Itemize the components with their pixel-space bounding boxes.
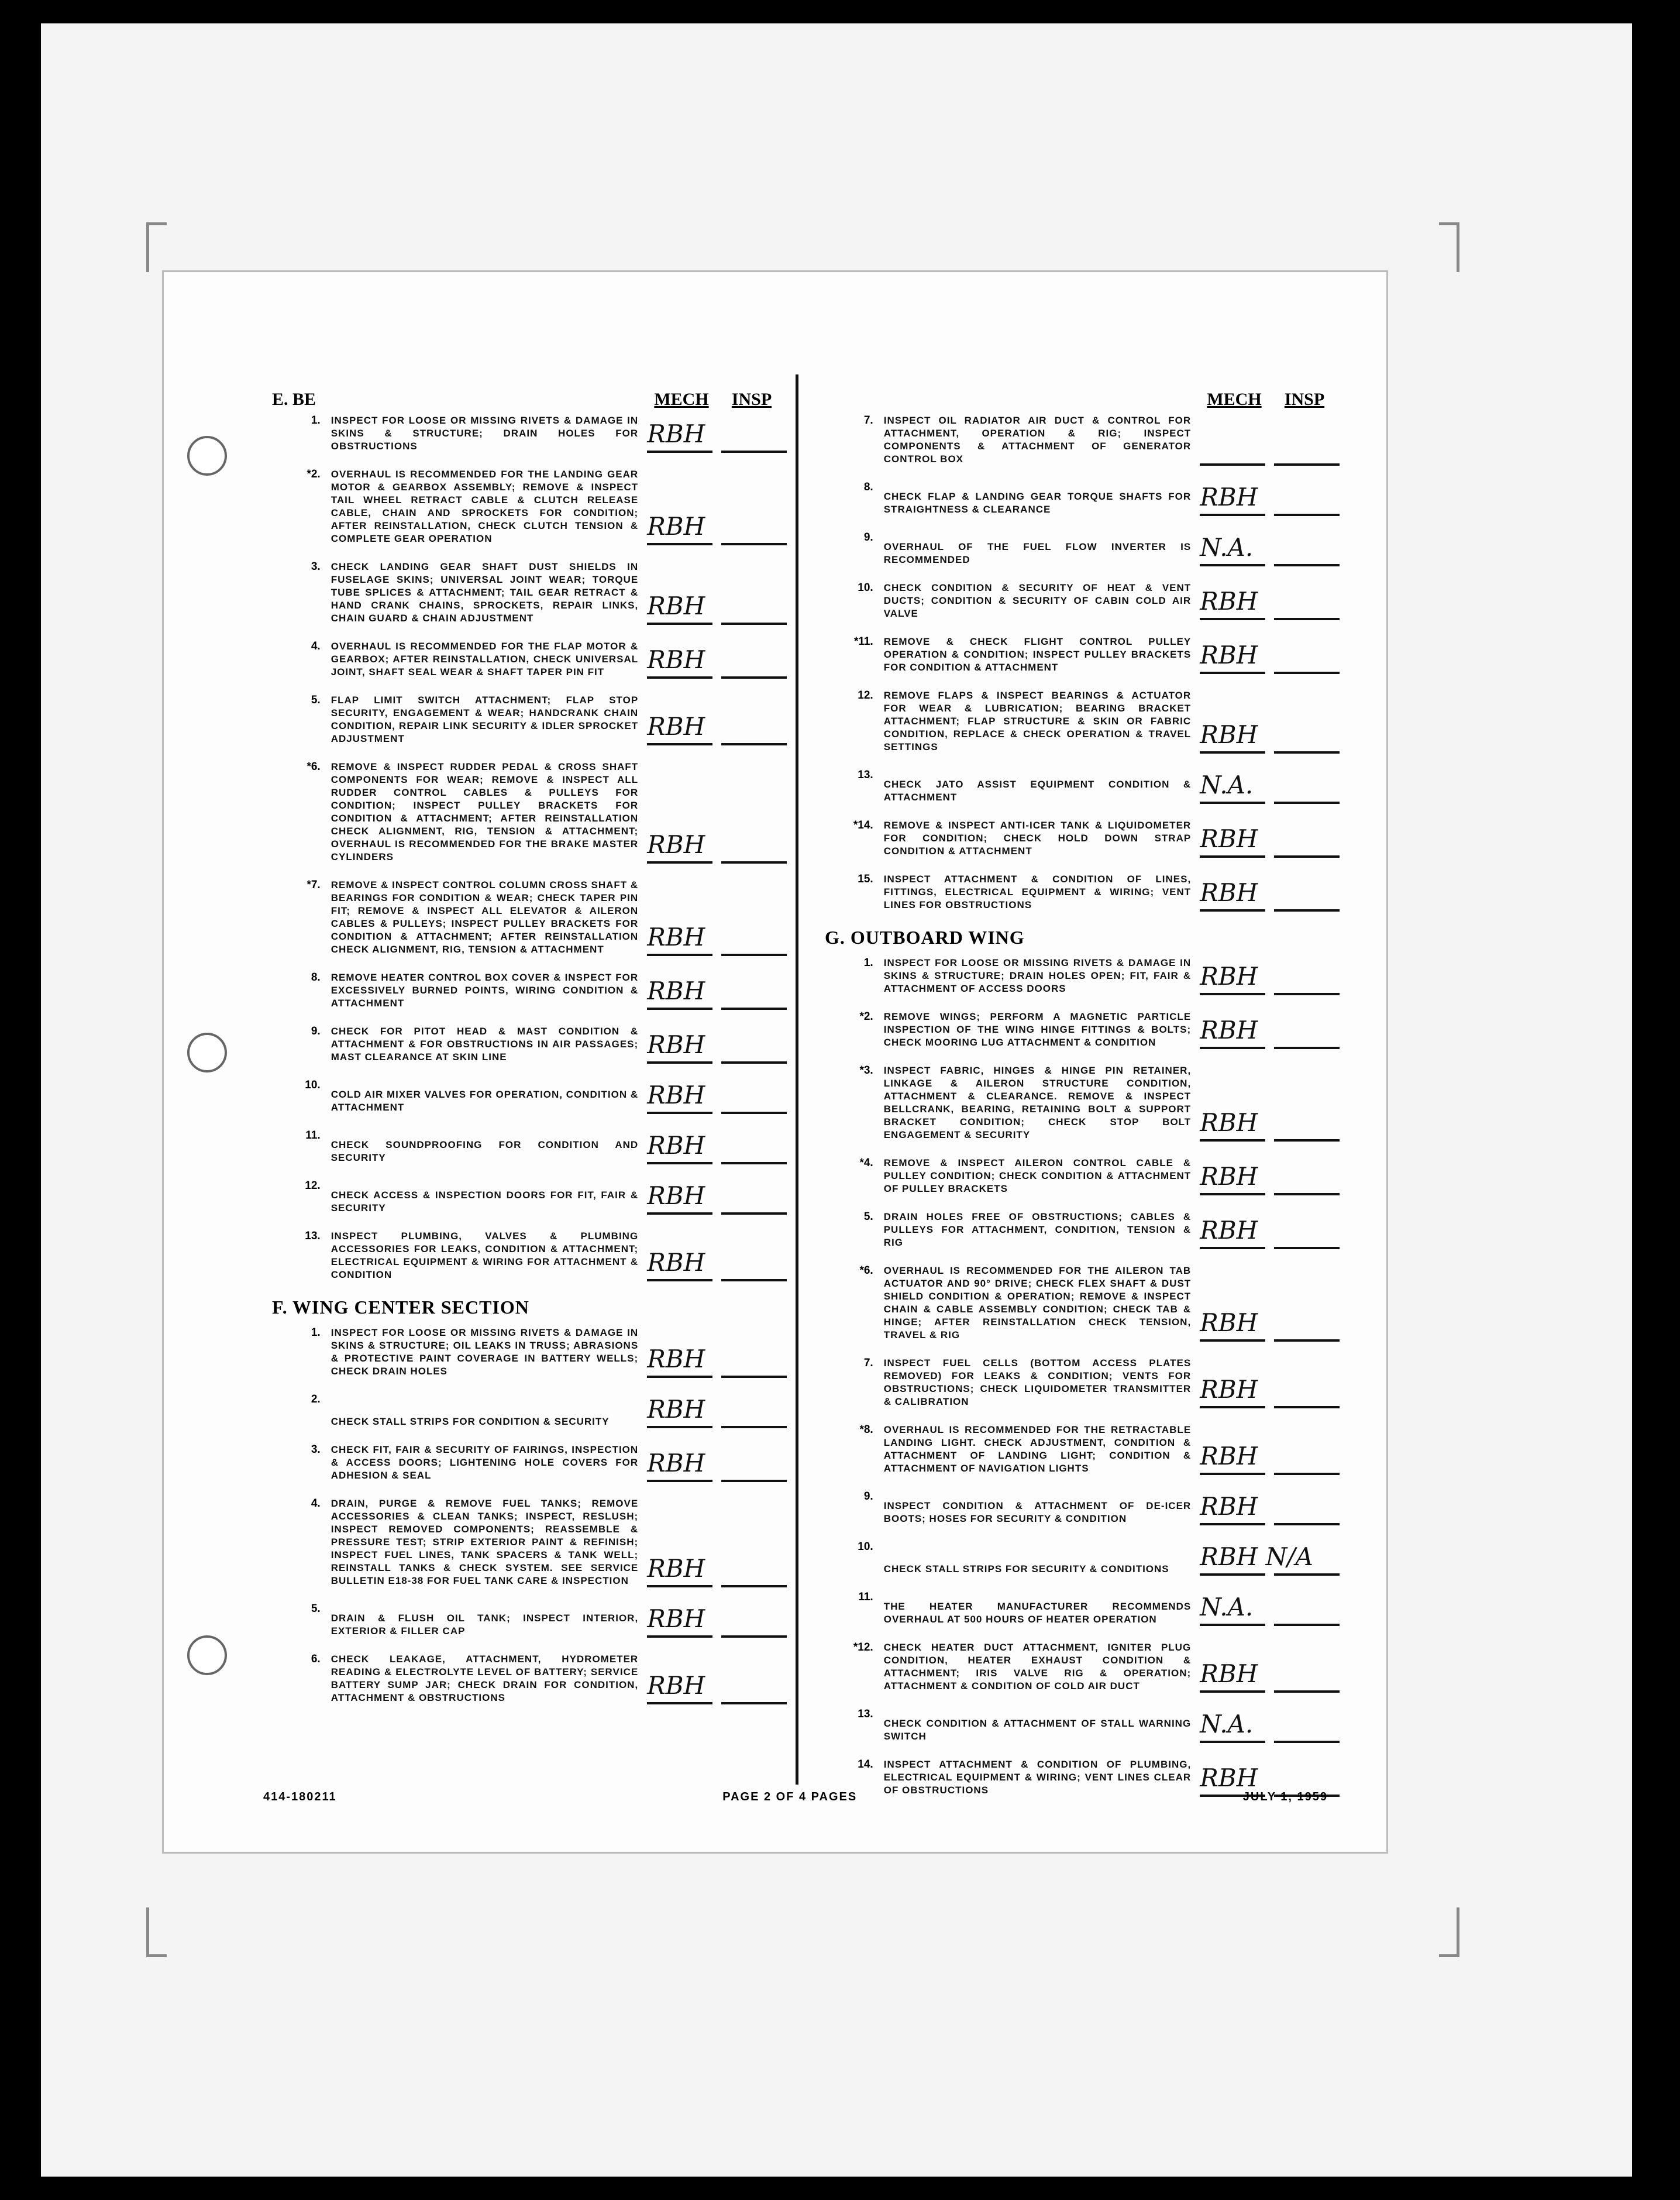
mech-signoff-field[interactable]: [1200, 769, 1265, 804]
checklist-item: [825, 635, 1340, 674]
mech-initials: RBH: [1200, 1162, 1258, 1191]
item-text: CHECK SOUNDPROOFING FOR CONDITION AND SECURITY: [331, 1139, 639, 1163]
mech-signoff-field[interactable]: [647, 710, 712, 745]
mech-initials: RBH: [647, 1181, 705, 1210]
mech-initials: RBH: [1200, 1216, 1258, 1245]
mech-initials: N.A.: [1200, 1710, 1254, 1738]
checklist-item: [272, 414, 787, 453]
checklist-item: [825, 481, 1340, 516]
mech-initials: RBH: [1200, 824, 1258, 853]
mech-header: MECH: [654, 390, 709, 409]
checklist-item: [272, 1653, 787, 1704]
insp-signoff-field[interactable]: [721, 1393, 787, 1428]
mech-signoff-field[interactable]: [1200, 1440, 1265, 1475]
mech-signoff-field[interactable]: [647, 644, 712, 679]
mech-initials: N.A.: [1200, 771, 1254, 799]
insp-signoff-field[interactable]: [721, 829, 787, 864]
insp-signoff-field[interactable]: [721, 590, 787, 625]
item-number: *12.: [853, 1641, 873, 1654]
item-number: 7.: [863, 414, 873, 427]
insp-signoff-field[interactable]: [1274, 1541, 1340, 1576]
item-text: INSPECT FOR LOOSE OR MISSING RIVETS & DAMAGE IN SKINS & STRUCTURE; OIL LEAKS IN TRUSS; ABRASIONS & PROTECTIVE PAINT COVERAGE IN BATTERY WELLS; CHECK DRAIN HOLES: [331, 1327, 639, 1377]
checklist-item: [825, 1541, 1340, 1576]
mech-signoff-field[interactable]: [1200, 1373, 1265, 1408]
mech-signoff-field[interactable]: [1200, 639, 1265, 674]
mech-signoff-field[interactable]: [1200, 1160, 1265, 1195]
mech-initials: RBH: [647, 977, 705, 1005]
insp-signoff-field[interactable]: [1274, 1658, 1340, 1693]
insp-signoff-field[interactable]: [721, 1669, 787, 1704]
crop-mark-bottom-right: [1439, 1907, 1459, 1957]
mech-initials: RBH: [647, 1081, 705, 1109]
checklist-item: [825, 1708, 1340, 1743]
insp-signoff-field[interactable]: [721, 1180, 787, 1215]
mech-signoff-field[interactable]: [1200, 876, 1265, 912]
mech-signoff-field[interactable]: [647, 1447, 712, 1482]
insp-signoff-field[interactable]: [1274, 876, 1340, 912]
checklist-item: [825, 1264, 1340, 1342]
left-column: [272, 386, 787, 1720]
item-text: COLD AIR MIXER VALVES FOR OPERATION, CONDITION & ATTACHMENT: [331, 1089, 639, 1113]
binder-hole: [187, 436, 227, 476]
scan-background: [41, 23, 1632, 2177]
item-number: 9.: [863, 1490, 873, 1503]
item-number: 10.: [305, 1079, 321, 1091]
checklist-item: [272, 694, 787, 745]
mech-signoff-field[interactable]: [1200, 531, 1265, 566]
mech-initials: RBH: [647, 1554, 705, 1583]
mech-initials: RBH: [1200, 1659, 1258, 1688]
checklist-item: [272, 1326, 787, 1378]
item-text: INSPECT FOR LOOSE OR MISSING RIVETS & DAMAGE IN SKINS & STRUCTURE; DRAIN HOLES OPEN; FIT, FAIR & ATTACHMENT OF ACCESS DOORS: [883, 957, 1192, 994]
insp-signoff-field[interactable]: [1274, 1591, 1340, 1626]
insp-signoff-field[interactable]: [721, 1447, 787, 1482]
checklist-item: [272, 1129, 787, 1164]
item-text: REMOVE & INSPECT CONTROL COLUMN CROSS SHAFT & BEARINGS FOR CONDITION & WEAR; CHECK TAPER PIN FIT; REMOVE & INSPECT ALL ELEVATOR & AILERON CABLES & PULLEYS; INSPECT PULLEY BRACKETS FOR CONDITION & ATTACHMENT; AFTER REINSTALLATION CHECK ALIGNMENT, RIG, TENSION & ATTACHMENT: [331, 879, 639, 955]
mech-initials: RBH: [647, 1345, 705, 1373]
mech-signoff-field[interactable]: [1200, 1014, 1265, 1049]
mech-initials: RBH: [1200, 1375, 1258, 1404]
insp-signoff-field[interactable]: [1274, 1373, 1340, 1408]
item-number: *6.: [307, 761, 321, 773]
mech-signoff-field[interactable]: [647, 1180, 712, 1215]
insp-signoff-field[interactable]: [1274, 1214, 1340, 1249]
item-text: CHECK LEAKAGE, ATTACHMENT, HYDROMETER READING & ELECTROLYTE LEVEL OF BATTERY; SERVICE BATTERY SUMP JAR; CHECK DRAIN FOR CONDITION, ATTACHMENT & OBSTRUCTIONS: [331, 1654, 639, 1703]
insp-signoff-field[interactable]: [721, 1129, 787, 1164]
checklist-item: [825, 531, 1340, 566]
mech-initials: RBH: [647, 1131, 705, 1160]
item-text: CHECK CONDITION & ATTACHMENT OF STALL WARNING SWITCH: [883, 1718, 1192, 1742]
checklist-item: [825, 1211, 1340, 1249]
item-text: INSPECT FUEL CELLS (BOTTOM ACCESS PLATES REMOVED) FOR LEAKS & CONDITION; VENTS FOR OBSTRUCTIONS; CHECK LIQUIDOMETER TRANSMITTER & CALIBRATION: [883, 1357, 1192, 1407]
item-number: 5.: [311, 1603, 321, 1615]
insp-signoff-field[interactable]: [721, 975, 787, 1010]
insp-signoff-field[interactable]: [721, 710, 787, 745]
document-number: 414-180211: [263, 1790, 337, 1803]
item-text: INSPECT ATTACHMENT & CONDITION OF LINES, FITTINGS, ELECTRICAL EQUIPMENT & WIRING; VENT LINES FOR OBSTRUCTIONS: [883, 874, 1192, 910]
checklist-item: [825, 414, 1340, 466]
mech-signoff-field[interactable]: [647, 1669, 712, 1704]
section-e-list: [272, 414, 787, 1281]
column-divider: [796, 374, 798, 1785]
item-text: REMOVE FLAPS & INSPECT BEARINGS & ACTUATOR FOR WEAR & LUBRICATION; BEARING BRACKET ATTACHMENT; FLAP STRUCTURE & SKIN OR FABRIC CONDITION, REPLACE & CHECK OPERATION & TRAVEL SETTINGS: [883, 690, 1192, 752]
mech-initials: RBH: [647, 592, 705, 620]
item-number: 1.: [311, 414, 321, 427]
item-number: 2.: [311, 1393, 321, 1405]
mech-signoff-field[interactable]: [647, 1603, 712, 1638]
item-text: INSPECT CONDITION & ATTACHMENT OF DE-ICER BOOTS; HOSES FOR SECURITY & CONDITION: [883, 1500, 1192, 1524]
item-number: 15.: [858, 873, 873, 885]
mech-signoff-field[interactable]: [1200, 719, 1265, 754]
insp-signoff-field[interactable]: [721, 1029, 787, 1064]
item-text: INSPECT OIL RADIATOR AIR DUCT & CONTROL FOR ATTACHMENT, OPERATION & RIG; INSPECT COMPONENTS & ATTACHMENT OF GENERATOR CONTROL BOX: [883, 415, 1192, 465]
mech-initials: RBH: [1200, 587, 1258, 616]
insp-signoff-field[interactable]: [721, 644, 787, 679]
mech-signoff-field[interactable]: [647, 829, 712, 864]
item-number: 9.: [311, 1025, 321, 1037]
item-number: 5.: [863, 1211, 873, 1223]
item-text: CHECK HEATER DUCT ATTACHMENT, IGNITER PLUG CONDITION, HEATER EXHAUST CONDITION & ATTACHMENT; IRIS VALVE RIG & OPERATION; ATTACHMENT & CONDITION OF COLD AIR DUCT: [883, 1642, 1192, 1692]
insp-signoff-field[interactable]: [1274, 769, 1340, 804]
section-g-title: G. OUTBOARD WING: [825, 927, 1025, 948]
item-text: DRAIN HOLES FREE OF OBSTRUCTIONS; CABLES & PULLEYS FOR ATTACHMENT, CONDITION, TENSION & RIG: [883, 1211, 1192, 1248]
checklist-page: [164, 272, 1386, 1852]
binder-hole: [187, 1635, 227, 1675]
checklist-item: [825, 1157, 1340, 1195]
insp-signoff-field[interactable]: [1274, 960, 1340, 995]
mech-initials: RBH: [647, 1671, 705, 1700]
mech-initials: RBH: [1200, 1308, 1258, 1337]
crop-mark-top-right: [1439, 222, 1459, 272]
item-number: *11.: [853, 635, 873, 648]
mech-signoff-field[interactable]: [647, 1552, 712, 1587]
mech-initials: RBH: [647, 1449, 705, 1477]
item-number: 12.: [305, 1180, 321, 1192]
checklist-item: [272, 1443, 787, 1482]
page-number: PAGE 2 OF 4 PAGES: [722, 1790, 858, 1803]
insp-signoff-field[interactable]: [1274, 1014, 1340, 1049]
insp-signoff-field[interactable]: [1274, 1708, 1340, 1743]
item-number: *3.: [859, 1064, 873, 1077]
crop-mark-top-left: [146, 222, 167, 272]
mech-initials: N.A.: [1200, 1593, 1254, 1621]
insp-signoff-field[interactable]: [1274, 481, 1340, 516]
insp-signoff-field[interactable]: [721, 1552, 787, 1587]
item-text: OVERHAUL IS RECOMMENDED FOR THE FLAP MOTOR & GEARBOX; AFTER REINSTALLATION, CHECK UNIVERSAL JOINT, SHAFT SEAL WEAR & SHAFT TAPER PIN FIT: [331, 641, 639, 678]
insp-signoff-field[interactable]: [1274, 1106, 1340, 1142]
item-text: CHECK STALL STRIPS FOR SECURITY & CONDITIONS: [883, 1563, 1169, 1575]
item-text: REMOVE & INSPECT RUDDER PEDAL & CROSS SHAFT COMPONENTS FOR WEAR; REMOVE & INSPECT ALL RUDDER CONTROL CABLES & PULLEYS FOR CONDITION; INSPECT PULLEY BRACKETS FOR CONDITION & ATTACHMENT; AFTER REINSTALLATION CHECK ALIGNMENT, RIG, TENSION & ATTACHMENT; OVERHAUL IS RECOMMENDED FOR THE BRAKE MASTER CYLINDERS: [331, 761, 639, 862]
mech-signoff-field[interactable]: [647, 590, 712, 625]
mech-initials: RBH: [647, 830, 705, 859]
right-column: [825, 386, 1340, 1812]
insp-header: INSP: [1284, 390, 1325, 409]
checklist-item: [825, 1641, 1340, 1693]
mech-initials: N.A.: [1200, 533, 1254, 562]
item-text: CHECK STALL STRIPS FOR CONDITION & SECURITY: [331, 1416, 610, 1427]
crop-mark-bottom-left: [146, 1907, 167, 1957]
mech-initials: RBH: [647, 1395, 705, 1424]
item-text: OVERHAUL IS RECOMMENDED FOR THE AILERON TAB ACTUATOR AND 90° DRIVE; CHECK FLEX SHAFT & DUST SHIELD CONDITION & OPERATION; REMOVE & INSPECT CHAIN & CABLE ASSEMBLY CONDITION; CHECK TAB & HINGE; AFTER REINSTALLATION CHECK TENSION, TRAVEL & RIG: [883, 1265, 1192, 1340]
mech-signoff-field[interactable]: [1200, 1490, 1265, 1525]
checklist-item: [825, 1424, 1340, 1475]
mech-signoff-field[interactable]: [1200, 1708, 1265, 1743]
item-number: *2.: [307, 468, 321, 480]
mech-initials: RBH: [647, 923, 705, 951]
item-text: CHECK FIT, FAIR & SECURITY OF FAIRINGS, INSPECTION & ACCESS DOORS; LIGHTENING HOLE COVERS FOR ADHESION & SEAL: [331, 1444, 639, 1481]
binder-hole: [187, 1033, 227, 1072]
checklist-item: [825, 1010, 1340, 1049]
checklist-item: [272, 971, 787, 1010]
insp-signoff-field[interactable]: [721, 921, 787, 956]
mech-signoff-field[interactable]: [647, 1029, 712, 1064]
checklist-item: [825, 957, 1340, 995]
item-number: *14.: [853, 819, 873, 831]
checklist-item: [272, 468, 787, 545]
checklist-item: [272, 1393, 787, 1428]
insp-signoff-field[interactable]: [721, 510, 787, 545]
checklist-item: [272, 1497, 787, 1587]
mech-initials: RBH N/A: [1200, 1542, 1313, 1571]
mech-signoff-field[interactable]: [647, 921, 712, 956]
checklist-item: [272, 1180, 787, 1215]
insp-signoff-field[interactable]: [1274, 431, 1340, 466]
insp-signoff-field[interactable]: [1274, 1160, 1340, 1195]
insp-signoff-field[interactable]: [1274, 531, 1340, 566]
item-number: *6.: [859, 1264, 873, 1277]
item-text: INSPECT FOR LOOSE OR MISSING RIVETS & DAMAGE IN SKINS & STRUCTURE; DRAIN HOLES FOR OBSTRUCTIONS: [331, 415, 639, 452]
item-text: CHECK FOR PITOT HEAD & MAST CONDITION & ATTACHMENT & FOR OBSTRUCTIONS IN AIR PASSAGES; MAST CLEARANCE AT SKIN LINE: [331, 1026, 639, 1063]
insp-signoff-field[interactable]: [721, 1603, 787, 1638]
column-header: [272, 386, 787, 410]
section-g-list: [825, 957, 1340, 1797]
mech-initials: RBH: [1200, 1108, 1258, 1137]
item-number: *7.: [307, 879, 321, 891]
mech-signoff-field[interactable]: [647, 1129, 712, 1164]
mech-initials: RBH: [647, 1248, 705, 1277]
mech-signoff-field[interactable]: [1200, 823, 1265, 858]
item-text: DRAIN, PURGE & REMOVE FUEL TANKS; REMOVE ACCESSORIES & CLEAN TANKS; INSPECT, RESLUSH; INSPECT REMOVED COMPONENTS; REASSEMBLE & PRESSURE TEST; STRIP EXTERIOR PAINT & REFINISH; INSPECT FUEL LINES, TANK SPACERS & TANK WELL; REINSTALL TANKS & CHECK SYSTEM. SEE SERVICE BULLETIN E18-38 FOR FUEL TANK CARE & INSPECTION: [331, 1498, 639, 1586]
section-f-continued-list: [825, 414, 1340, 912]
mech-signoff-field[interactable]: [1200, 481, 1265, 516]
mech-initials: RBH: [1200, 962, 1258, 991]
item-number: 13.: [858, 1708, 873, 1720]
item-number: 11.: [305, 1129, 321, 1142]
checklist-item: [825, 819, 1340, 858]
item-number: 1.: [863, 957, 873, 969]
checklist-item: [825, 1591, 1340, 1626]
mech-signoff-field[interactable]: [1200, 1214, 1265, 1249]
insp-signoff-field[interactable]: [1274, 1490, 1340, 1525]
mech-initials: RBH: [647, 645, 705, 674]
checklist-item: [272, 1230, 787, 1281]
item-number: 13.: [305, 1230, 321, 1242]
mech-initials: RBH: [1200, 1492, 1258, 1521]
mech-initials: RBH: [1200, 641, 1258, 669]
insp-signoff-field[interactable]: [1274, 585, 1340, 620]
mech-initials: RBH: [1200, 1764, 1258, 1792]
mech-initials: RBH: [647, 512, 705, 541]
page-footer: [263, 1790, 1328, 1804]
item-number: 3.: [311, 1443, 321, 1456]
document-date: JULY 1, 1959: [1242, 1790, 1328, 1803]
insp-signoff-field[interactable]: [721, 1246, 787, 1281]
mech-signoff-field[interactable]: [647, 975, 712, 1010]
mech-signoff-field[interactable]: [647, 510, 712, 545]
checklist-item: [272, 640, 787, 679]
item-text: CHECK ACCESS & INSPECTION DOORS FOR FIT, FAIR & SECURITY: [331, 1190, 639, 1214]
item-text: DRAIN & FLUSH OIL TANK; INSPECT INTERIOR, EXTERIOR & FILLER CAP: [331, 1613, 639, 1637]
item-number: 9.: [863, 531, 873, 544]
item-number: 4.: [311, 640, 321, 652]
item-number: 5.: [311, 694, 321, 706]
item-text: CHECK LANDING GEAR SHAFT DUST SHIELDS IN FUSELAGE SKINS; UNIVERSAL JOINT WEAR; TORQUE TUBE SPLICES & ATTACHMENT; TAIL GEAR RETRACT & HAND CRANK CHAINS, SPROCKETS, REPAIR LINKS, CHAIN GUARD & CHAIN ADJUSTMENT: [331, 561, 639, 624]
item-number: 10.: [858, 582, 873, 594]
checklist-item: [825, 1357, 1340, 1408]
item-number: 13.: [858, 769, 873, 781]
section-e-title: E. BE: [272, 390, 316, 409]
checklist-item: [825, 1064, 1340, 1142]
checklist-item: [825, 689, 1340, 754]
insp-signoff-field[interactable]: [721, 418, 787, 453]
mech-signoff-field[interactable]: [647, 1393, 712, 1428]
mech-initials: RBH: [1200, 720, 1258, 749]
insp-signoff-field[interactable]: [1274, 719, 1340, 754]
mech-signoff-field[interactable]: [1200, 1541, 1313, 1576]
mech-signoff-field[interactable]: [647, 418, 712, 453]
item-text: THE HEATER MANUFACTURER RECOMMENDS OVERHAUL AT 500 HOURS OF HEATER OPERATION: [883, 1601, 1192, 1625]
insp-signoff-field[interactable]: [721, 1343, 787, 1378]
item-text: REMOVE & INSPECT AILERON CONTROL CABLE & PULLEY CONDITION; CHECK CONDITION & ATTACHMENT OF PULLEY BRACKETS: [883, 1157, 1192, 1194]
item-text: OVERHAUL IS RECOMMENDED FOR THE RETRACTABLE LANDING LIGHT. CHECK ADJUSTMENT, CONDITION & ATTACHMENT OF LANDING LIGHT; CONDITION & ATTACHMENT OF NAVIGATION LIGHTS: [883, 1424, 1192, 1474]
item-number: 14.: [858, 1758, 873, 1771]
mech-signoff-field[interactable]: [1200, 585, 1265, 620]
item-text: REMOVE & CHECK FLIGHT CONTROL PULLEY OPERATION & CONDITION; INSPECT PULLEY BRACKETS FOR CONDITION & ATTACHMENT: [883, 636, 1192, 673]
mech-signoff-field[interactable]: [1200, 1106, 1265, 1142]
item-number: 3.: [311, 561, 321, 573]
item-text: OVERHAUL IS RECOMMENDED FOR THE LANDING GEAR MOTOR & GEARBOX ASSEMBLY; REMOVE & INSPECT TAIL WHEEL RETRACT CABLE & CLUTCH RELEASE CABLE, CHAIN AND SPROCKETS FOR CONDITION; AFTER REINSTALLATION, CHECK CLUTCH TENSION & COMPLETE GEAR OPERATION: [331, 469, 639, 544]
mech-header: MECH: [1207, 390, 1262, 409]
item-text: INSPECT PLUMBING, VALVES & PLUMBING ACCESSORIES FOR LEAKS, CONDITION & ATTACHMENT; ELECTRICAL EQUIPMENT & WIRING FOR ATTACHMENT & CONDITION: [331, 1230, 639, 1280]
mech-initials: RBH: [647, 1604, 705, 1633]
insp-header: INSP: [731, 390, 772, 409]
mech-signoff-field[interactable]: [647, 1343, 712, 1378]
checklist-item: [272, 1025, 787, 1064]
item-text: REMOVE & INSPECT ANTI-ICER TANK & LIQUIDOMETER FOR CONDITION; CHECK HOLD DOWN STRAP CONDITION & ATTACHMENT: [883, 820, 1192, 857]
item-number: *4.: [859, 1157, 873, 1169]
mech-signoff-field[interactable]: [647, 1079, 712, 1114]
item-text: CHECK JATO ASSIST EQUIPMENT CONDITION & ATTACHMENT: [883, 779, 1192, 803]
mech-initials: RBH: [647, 420, 705, 448]
checklist-item: [272, 1603, 787, 1638]
item-text: FLAP LIMIT SWITCH ATTACHMENT; FLAP STOP SECURITY, ENGAGEMENT & WEAR; HANDCRANK CHAIN CONDITION, REPAIR LINK SECURITY & IDLER SPROCKET ADJUSTMENT: [331, 695, 639, 744]
item-number: 10.: [858, 1541, 873, 1553]
checklist-item: [272, 561, 787, 625]
checklist-item: [272, 1079, 787, 1114]
item-text: OVERHAUL OF THE FUEL FLOW INVERTER IS RECOMMENDED: [883, 541, 1192, 565]
item-number: 6.: [311, 1653, 321, 1665]
section-f-title: F. WING CENTER SECTION: [272, 1297, 529, 1318]
checklist-item: [825, 769, 1340, 804]
mech-initials: RBH: [1200, 1016, 1258, 1044]
checklist-item: [272, 761, 787, 864]
mech-signoff-field[interactable]: [1200, 960, 1265, 995]
section-f-list: [272, 1326, 787, 1704]
insp-signoff-field[interactable]: [1274, 1307, 1340, 1342]
item-text: INSPECT FABRIC, HINGES & HINGE PIN RETAINER, LINKAGE & AILERON STRUCTURE CONDITION, ATTACHMENT & CLEARANCE. REMOVE & INSPECT BELLCRANK, BEARING, RETAINING BOLT & SUPPORT BRACKET CONDITION; CHECK STOP BOLT ENGAGEMENT & SECURITY: [883, 1065, 1192, 1140]
item-number: *8.: [859, 1424, 873, 1436]
insp-signoff-field[interactable]: [1274, 823, 1340, 858]
checklist-item: [825, 582, 1340, 620]
item-number: 1.: [311, 1326, 321, 1339]
insp-signoff-field[interactable]: [1274, 1440, 1340, 1475]
checklist-item: [825, 1490, 1340, 1525]
column-header: [825, 386, 1340, 410]
item-number: 8.: [311, 971, 321, 984]
item-text: INSPECT ATTACHMENT & CONDITION OF PLUMBING, ELECTRICAL EQUIPMENT & WIRING; VENT LINES CLEAR OF OBSTRUCTIONS: [883, 1759, 1192, 1796]
checklist-item: [272, 879, 787, 956]
mech-initials: RBH: [647, 712, 705, 741]
item-number: 11.: [858, 1591, 873, 1603]
checklist-item: [825, 873, 1340, 912]
item-number: 8.: [863, 481, 873, 493]
item-number: 7.: [863, 1357, 873, 1369]
item-number: *2.: [859, 1010, 873, 1023]
insp-signoff-field[interactable]: [721, 1079, 787, 1114]
mech-signoff-field[interactable]: [1200, 1591, 1265, 1626]
mech-signoff-field[interactable]: [647, 1246, 712, 1281]
item-text: REMOVE HEATER CONTROL BOX COVER & INSPECT FOR EXCESSIVELY BURNED POINTS, WIRING CONDITION & ATTACHMENT: [331, 972, 639, 1009]
mech-initials: RBH: [1200, 878, 1258, 907]
insp-signoff-field[interactable]: [1274, 639, 1340, 674]
item-text: CHECK FLAP & LANDING GEAR TORQUE SHAFTS FOR STRAIGHTNESS & CLEARANCE: [883, 491, 1192, 515]
mech-signoff-field[interactable]: [1200, 1658, 1265, 1693]
item-text: REMOVE WINGS; PERFORM A MAGNETIC PARTICLE INSPECTION OF THE WING HINGE FITTINGS & BOLTS; CHECK MOORING LUG ATTACHMENT & CONDITION: [883, 1011, 1192, 1048]
mech-initials: RBH: [1200, 1442, 1258, 1470]
item-text: CHECK CONDITION & SECURITY OF HEAT & VENT DUCTS; CONDITION & SECURITY OF CABIN COLD AIR VALVE: [883, 582, 1192, 619]
mech-initials: RBH: [647, 1030, 705, 1059]
item-number: 4.: [311, 1497, 321, 1510]
mech-signoff-field[interactable]: [1200, 1307, 1265, 1342]
mech-signoff-field[interactable]: [1200, 431, 1265, 466]
mech-initials: RBH: [1200, 483, 1258, 511]
item-number: 12.: [858, 689, 873, 702]
